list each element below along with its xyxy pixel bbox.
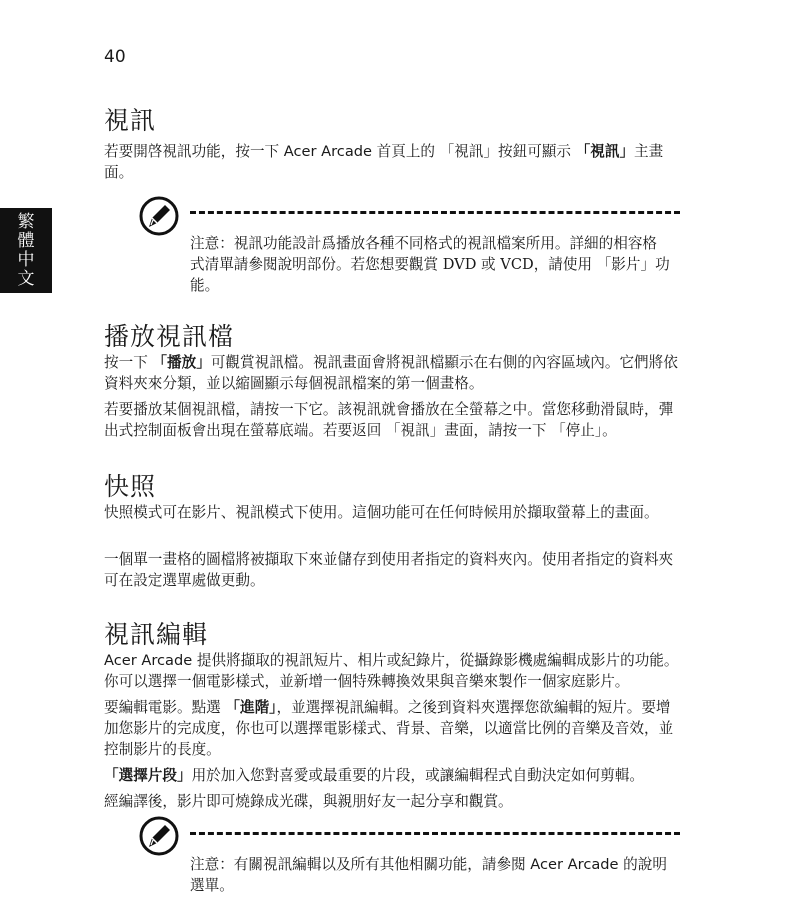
section-heading-video: 視訊: [104, 106, 157, 135]
side-tab-char: 繁: [17, 211, 35, 232]
paragraph-edit-burn: 經編譯後，影片即可燒錄成光碟，與親朋好友一起分享和觀賞。: [104, 793, 513, 810]
side-tab-char: 體: [17, 230, 35, 251]
paragraph-edit-advanced: 要編輯電影。點選 「進階」，並選擇視訊編輯。之後到資料夾選擇您欲編輯的短片。要增加您影片的完成度，你也可以選擇電影樣式、背景、音樂，以適當比例的音樂及音效，並控制影片的長度。: [104, 699, 674, 758]
paragraph-edit-clips: 「選擇片段」用於加入您對喜愛或最重要的片段，或讓編輯程式自動決定如何剪輯。: [104, 767, 644, 784]
paragraph-snapshot-mode: 快照模式可在影片、視訊模式下使用。這個功能可在任何時候用於擷取螢幕上的畫面。: [104, 504, 659, 521]
paragraph-play-fullscreen: 若要播放某個視訊檔，請按一下它。該視訊就會播放在全螢幕之中。當您移動滑鼠時，彈出式控制面板會出現在螢幕底端。若要返回 「視訊」畫面，請按一下 「停止」。: [104, 401, 674, 439]
section-heading-play-video: 播放視訊檔: [104, 322, 235, 351]
side-tab-char: 中: [17, 249, 35, 270]
note-pen-icon: [139, 816, 179, 856]
note-video-formats: 注意：視訊功能設計爲播放各種不同格式的視訊檔案所用。詳細的相容格式清單請參閱說明部份。若您想要觀賞 DVD 或 VCD，請使用 「影片」功能。: [190, 235, 670, 294]
side-tab-char: 文: [17, 268, 35, 289]
paragraph-edit-intro: Acer Arcade 提供將擷取的視訊短片、相片或紀錄片，從攝錄影機處編輯成影片的功能。你可以選擇一個電影樣式，並新增一個特殊轉換效果與音樂來製作一個家庭影片。: [104, 652, 679, 690]
note-divider: [190, 832, 680, 835]
note-divider: [190, 211, 680, 214]
page-number: 40: [104, 47, 126, 67]
language-side-tab: [0, 208, 52, 293]
section-heading-snapshot: 快照: [104, 472, 157, 501]
section-heading-video-edit: 視訊編輯: [104, 620, 209, 649]
paragraph-play-intro: 按一下 「播放」可觀賞視訊檔。視訊畫面會將視訊檔顯示在右側的內容區域內。它們將依資料夾來分類，並以縮圖顯示每個視訊檔案的第一個畫格。: [104, 354, 678, 392]
note-pen-icon: [139, 196, 179, 236]
note-video-edit-help: 注意：有關視訊編輯以及所有其他相關功能，請參閱 Acer Arcade 的說明選單。: [190, 856, 667, 894]
paragraph-video-intro: 若要開啓視訊功能，按一下 Acer Arcade 首頁上的 「視訊」按鈕可顯示 「視訊」主畫面。: [104, 143, 664, 181]
paragraph-snapshot-save: 一個單一畫格的圖檔將被擷取下來並儲存到使用者指定的資料夾內。使用者指定的資料夾可在設定選單處做更動。: [104, 551, 674, 589]
